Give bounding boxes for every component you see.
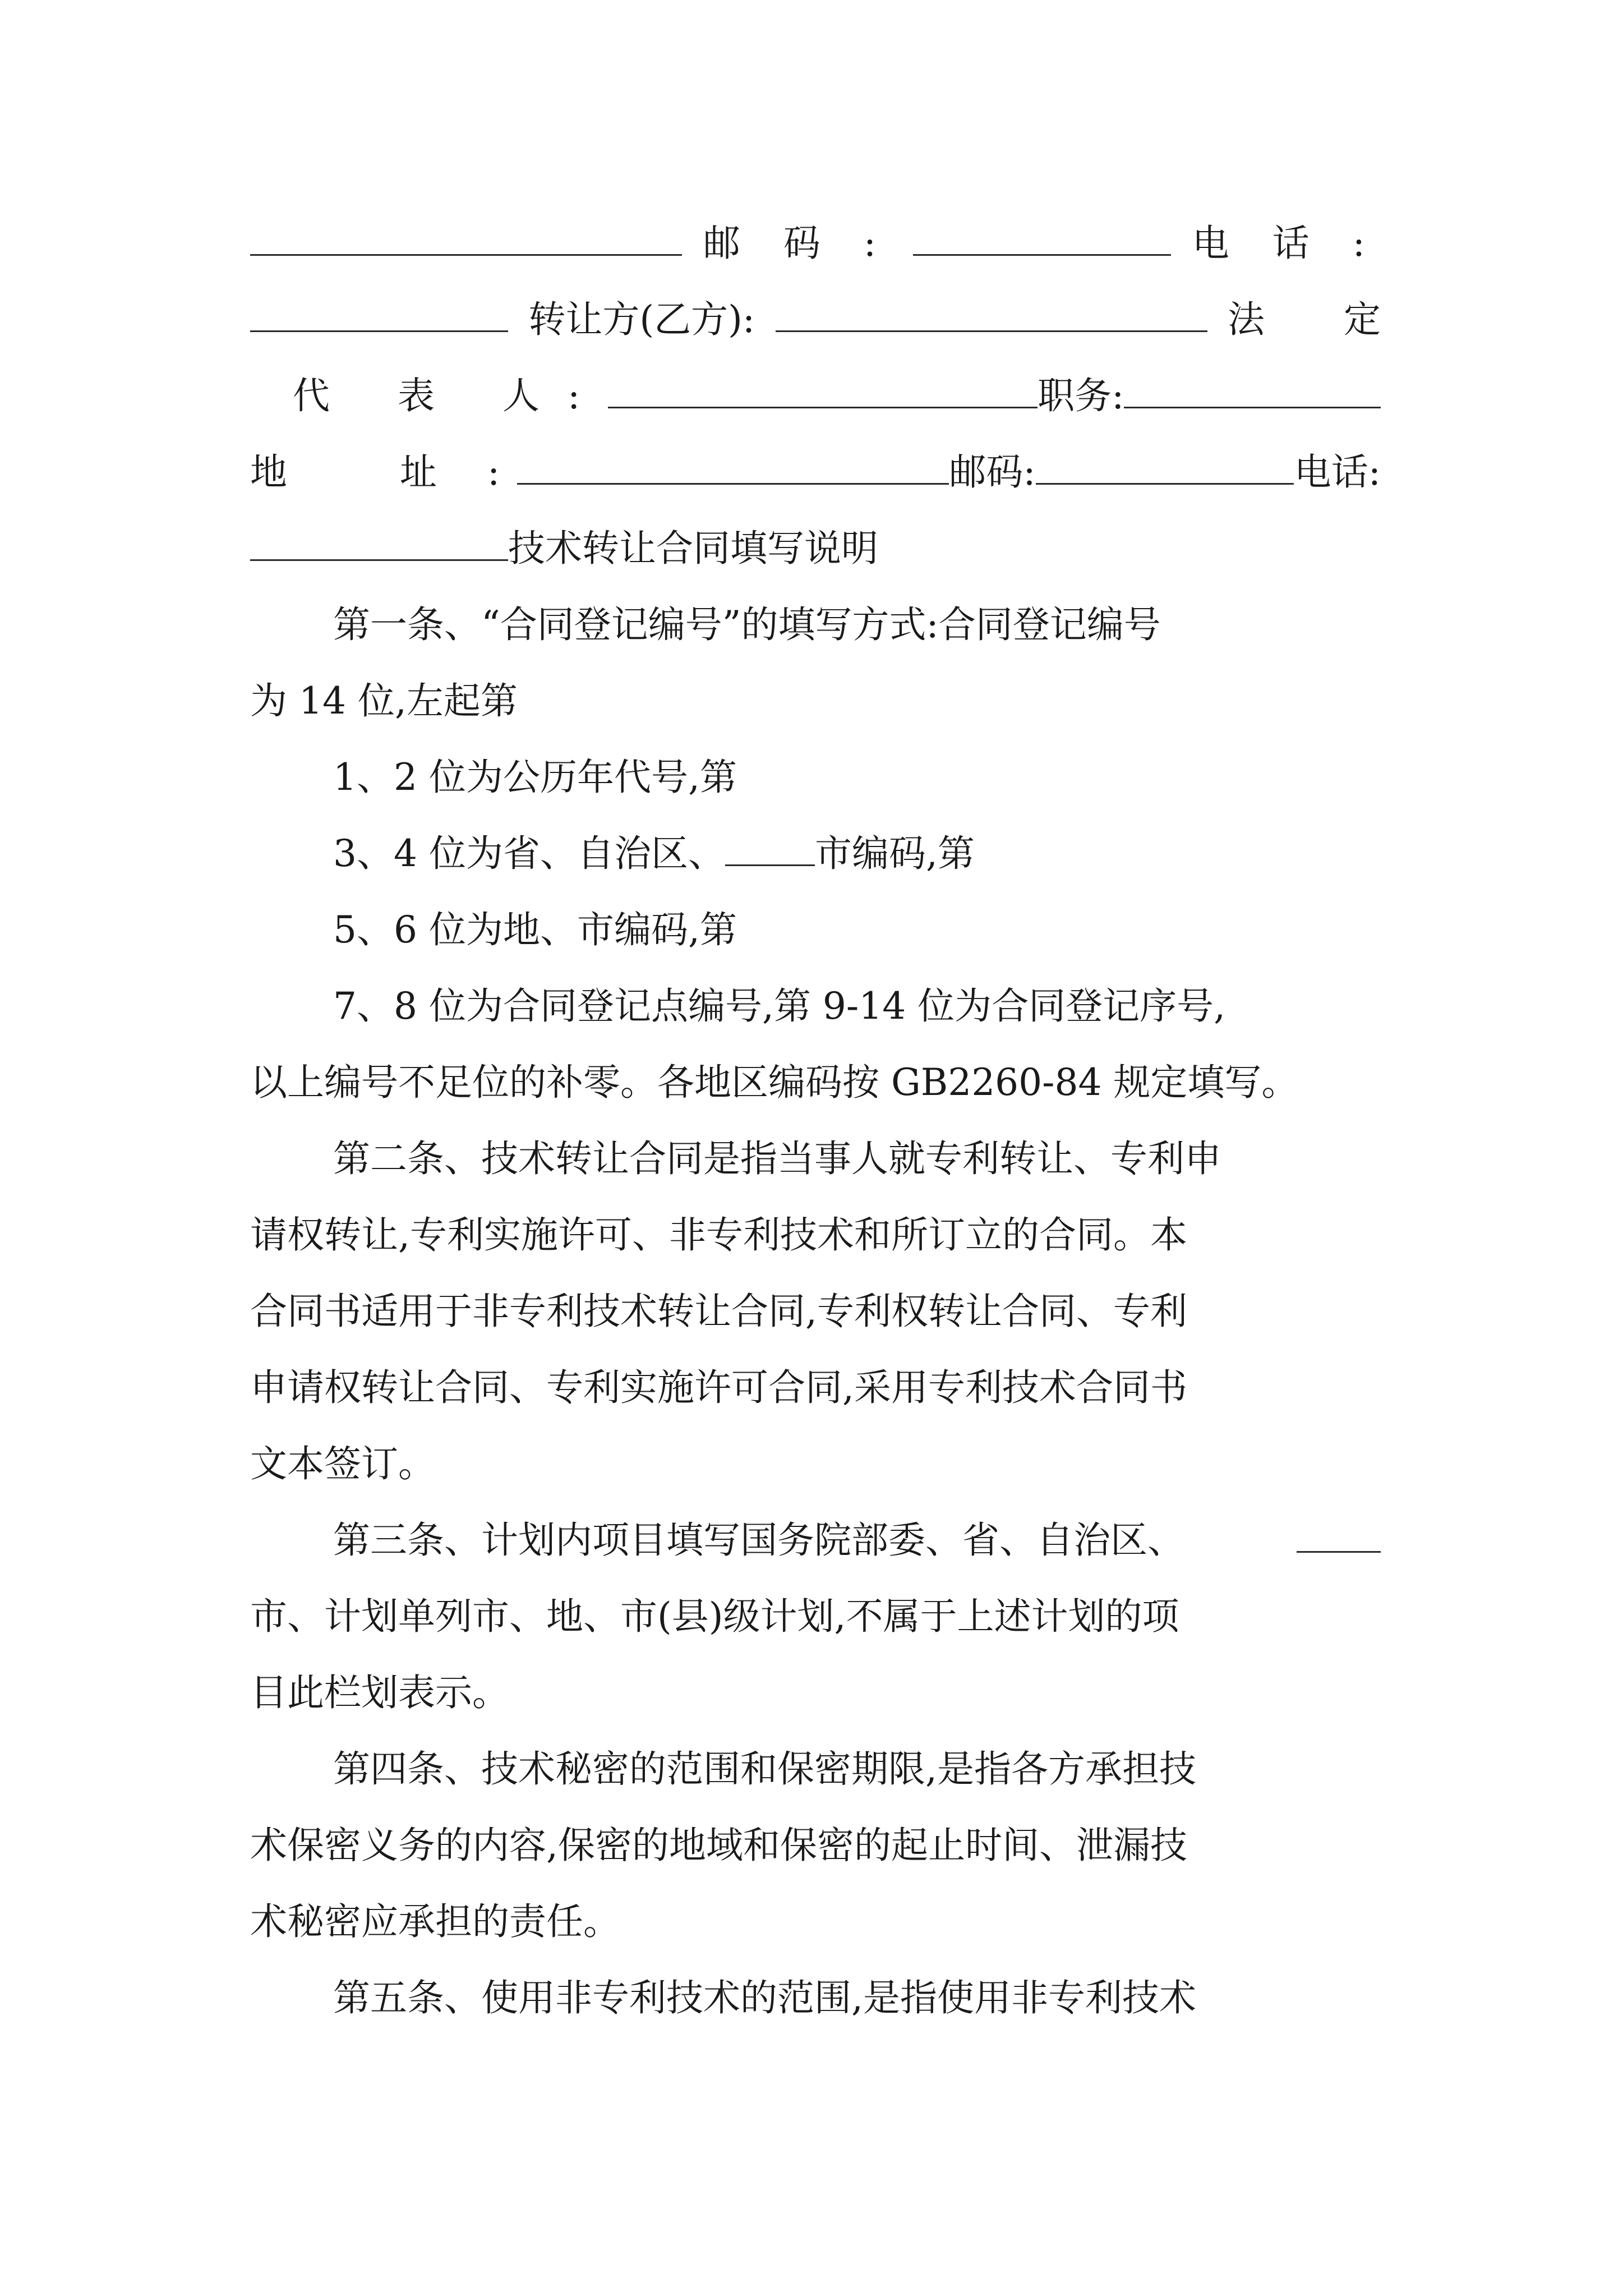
paragraph-3 bbox=[250, 820, 1381, 887]
paragraph-5-line-1: 7、8 位为合同登记点编号,第 9-14 位为合同登记序号, bbox=[333, 984, 1226, 1028]
paragraph-3-part-b: 市编码,第 bbox=[814, 832, 975, 875]
paragraph-6-line-5: 文本签订。 bbox=[250, 1442, 435, 1485]
paragraph-6-line-2: 请权转让,专利实施许可、非专利技术和所订立的合同。本 bbox=[250, 1213, 1187, 1257]
paragraph-4: 5、6 位为地、市编码,第 bbox=[333, 908, 737, 951]
doc-heading: 技术转让合同填写说明 bbox=[508, 527, 878, 570]
address-label: 地 址: bbox=[250, 450, 551, 494]
paragraph-8-line-3: 术秘密应承担的责任。 bbox=[250, 1900, 620, 1943]
postcode-label: 邮 码 : bbox=[703, 222, 892, 265]
postcode-blank-2[interactable] bbox=[1036, 446, 1294, 485]
form-row-heading bbox=[250, 515, 1381, 582]
municipality-blank-2[interactable] bbox=[1297, 1514, 1381, 1553]
representative-label: 代 表 人: bbox=[293, 374, 608, 417]
representative-blank[interactable] bbox=[608, 370, 1038, 408]
paragraph-7-line-1 bbox=[250, 1507, 1381, 1574]
phone-blank[interactable] bbox=[250, 293, 508, 332]
paragraph-1-line-2: 为 14 位,左起第 bbox=[250, 679, 518, 723]
paragraph-6-line-3: 合同书适用于非专利技术转让合同,专利权转让合同、专利 bbox=[250, 1290, 1187, 1333]
job-title-label: 职务: bbox=[1038, 374, 1124, 417]
paragraph-8-line-1: 第四条、技术秘密的范围和保密期限,是指各方承担技 bbox=[333, 1747, 1196, 1791]
address-blank[interactable] bbox=[250, 217, 682, 256]
paragraph-7-line-2: 市、计划单列市、地、市(县)级计划,不属于上述计划的项 bbox=[250, 1595, 1179, 1638]
legal-rep-label: 法 定 bbox=[1228, 298, 1414, 341]
paragraph-8-line-2: 术保密义务的内容,保密的地域和保密的起止时间、泄漏技 bbox=[250, 1824, 1187, 1867]
municipality-blank[interactable] bbox=[725, 827, 815, 866]
paragraph-3-part-a: 3、4 位为省、自治区、 bbox=[333, 832, 725, 875]
paragraph-2: 1、2 位为公历年代号,第 bbox=[333, 756, 737, 799]
form-row-representative bbox=[250, 362, 1381, 430]
form-row-postcode-phone bbox=[250, 210, 1381, 277]
assignee-label: 转让方(乙方): bbox=[528, 298, 755, 341]
assignee-blank[interactable] bbox=[776, 293, 1207, 332]
phone-label: 电 话 : bbox=[1192, 222, 1381, 265]
paragraph-7-line-3: 目此栏划表示。 bbox=[250, 1671, 509, 1714]
paragraph-5-line-2: 以上编号不足位的补零。各地区编码按 GB2260-84 规定填写。 bbox=[250, 1061, 1299, 1104]
job-title-blank[interactable] bbox=[1124, 370, 1381, 408]
address-line-blank[interactable] bbox=[517, 446, 949, 485]
postcode-blank[interactable] bbox=[913, 217, 1171, 256]
paragraph-9-line-1: 第五条、使用非专利技术的范围,是指使用非专利技术 bbox=[333, 1976, 1196, 2019]
form-row-address bbox=[250, 439, 1381, 506]
postcode-label-2: 邮码: bbox=[949, 450, 1036, 494]
form-row-assignee bbox=[250, 286, 1414, 353]
paragraph-6-line-1: 第二条、技术转让合同是指当事人就专利转让、专利申 bbox=[333, 1137, 1221, 1180]
paragraph-6-line-4: 申请权转让合同、专利实施许可合同,采用专利技术合同书 bbox=[250, 1366, 1187, 1409]
paragraph-1-line-1: 第一条、“合同登记编号”的填写方式:合同登记编号 bbox=[333, 603, 1161, 646]
phone-blank-2[interactable] bbox=[250, 522, 508, 561]
paragraph-7-line-1-text: 第三条、计划内项目填写国务院部委、省、自治区、 bbox=[333, 1519, 1184, 1562]
phone-label-2: 电话: bbox=[1294, 450, 1381, 494]
